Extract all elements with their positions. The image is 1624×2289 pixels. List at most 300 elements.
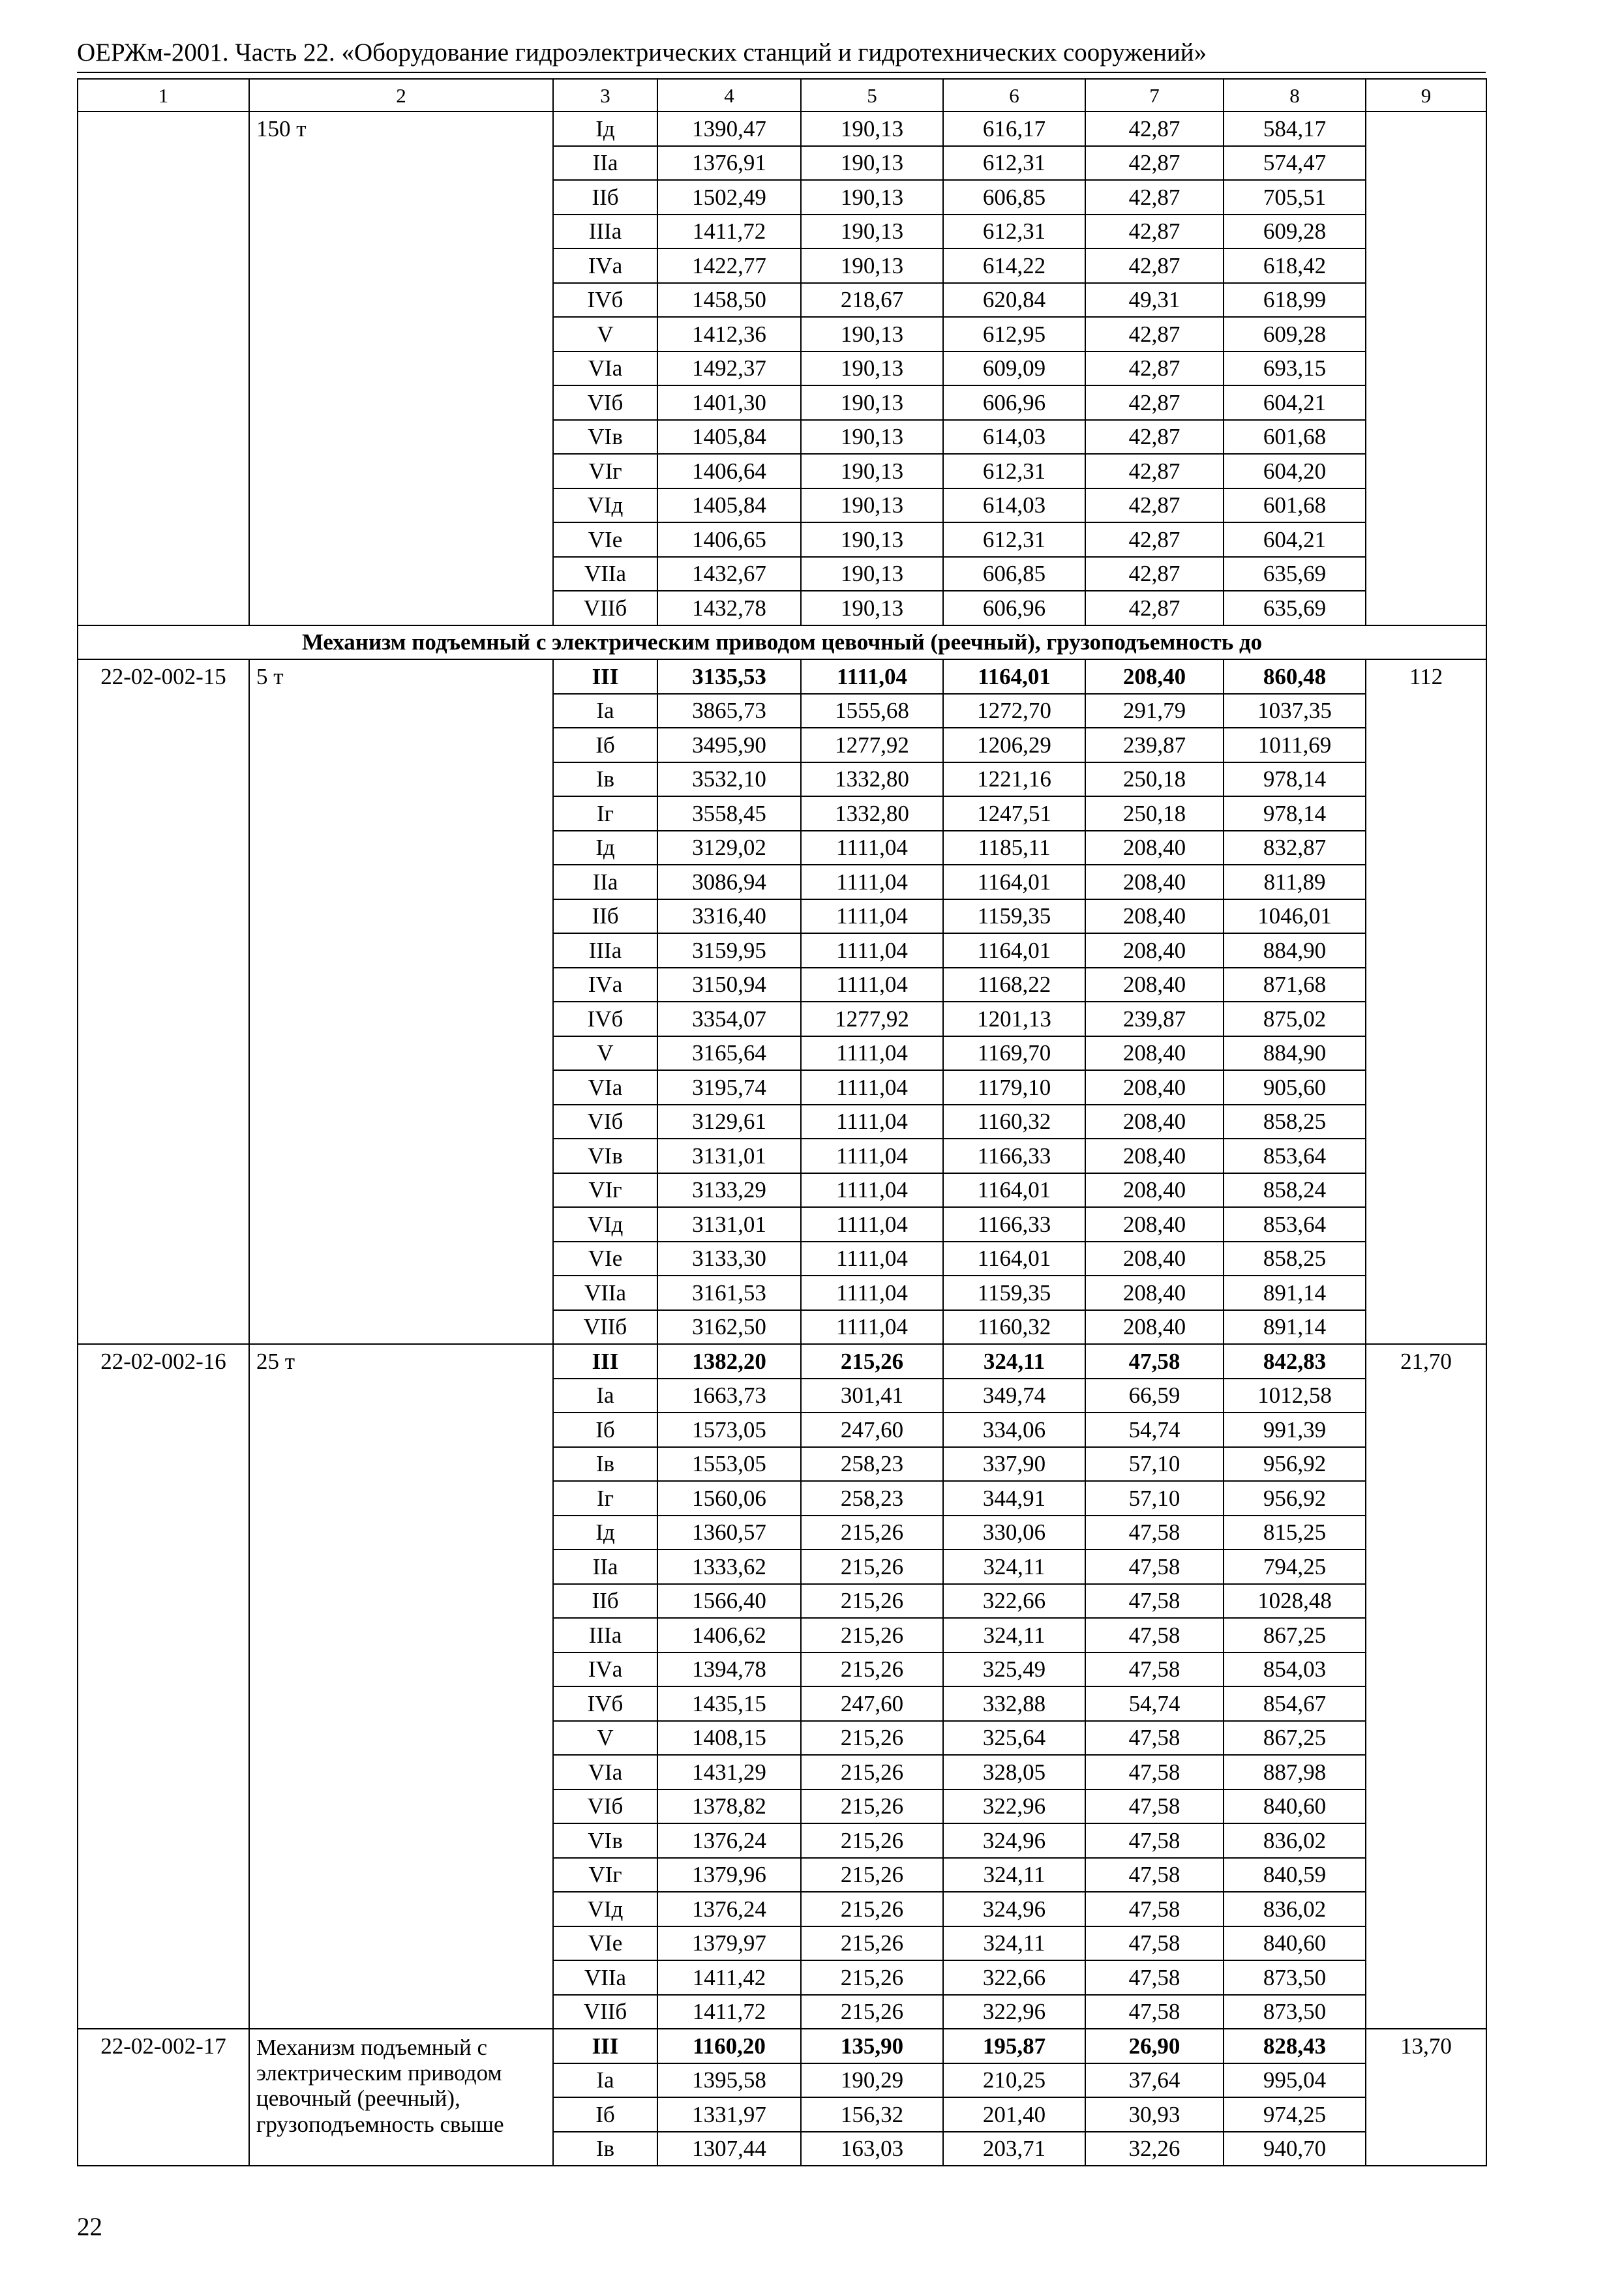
materials-cost-cell: 853,64 [1224, 1207, 1366, 1242]
column-number: 1 [78, 79, 249, 112]
labor-cost-cell: 1277,92 [801, 1002, 943, 1036]
machine-cost-cell: 203,71 [943, 2132, 1085, 2166]
labor-cost-cell: 215,26 [801, 1755, 943, 1789]
materials-cost-cell: 604,21 [1224, 385, 1366, 420]
direct-cost-cell: 1395,58 [657, 2063, 801, 2098]
machine-cost-cell: 1164,01 [943, 933, 1085, 968]
direct-cost-cell: 3129,61 [657, 1105, 801, 1139]
materials-cost-cell: 1011,69 [1224, 728, 1366, 762]
zone-cell: VIг [553, 1173, 657, 1208]
labor-cost-cell: 215,26 [801, 1960, 943, 1995]
materials-cost-cell: 905,60 [1224, 1070, 1366, 1105]
labor-cost-cell: 1332,80 [801, 762, 943, 797]
labor-cost-cell: 247,60 [801, 1686, 943, 1721]
zone-cell: IIа [553, 865, 657, 899]
direct-cost-cell: 3086,94 [657, 865, 801, 899]
labor-cost-cell: 190,13 [801, 522, 943, 557]
labor-cost-cell: 1111,04 [801, 831, 943, 865]
operator-wage-cell: 208,40 [1085, 865, 1224, 899]
direct-cost-cell: 3135,53 [657, 659, 801, 694]
labor-cost-cell: 218,67 [801, 283, 943, 318]
direct-cost-cell: 1411,72 [657, 215, 801, 249]
zone-cell: IIIа [553, 933, 657, 968]
direct-cost-cell: 3316,40 [657, 899, 801, 934]
machine-cost-cell: 1179,10 [943, 1070, 1085, 1105]
machine-cost-cell: 324,96 [943, 1823, 1085, 1858]
labor-cost-cell: 190,13 [801, 215, 943, 249]
operator-wage-cell: 42,87 [1085, 146, 1224, 181]
operator-wage-cell: 30,93 [1085, 2097, 1224, 2132]
zone-cell: IIб [553, 180, 657, 215]
materials-cost-cell: 887,98 [1224, 1755, 1366, 1789]
labor-cost-cell: 190,13 [801, 180, 943, 215]
materials-cost-cell: 978,14 [1224, 762, 1366, 797]
rate-name: 150 т [249, 112, 553, 625]
direct-cost-cell: 1435,15 [657, 1686, 801, 1721]
direct-cost-cell: 1360,57 [657, 1516, 801, 1550]
zone-cell: IVа [553, 248, 657, 283]
direct-cost-cell: 3532,10 [657, 762, 801, 797]
zone-cell: Iа [553, 694, 657, 728]
machine-cost-cell: 612,31 [943, 215, 1085, 249]
labor-cost-cell: 215,26 [801, 1892, 943, 1926]
direct-cost-cell: 1406,65 [657, 522, 801, 557]
machine-cost-cell: 612,95 [943, 317, 1085, 352]
materials-cost-cell: 1012,58 [1224, 1379, 1366, 1413]
labor-cost-cell: 190,13 [801, 454, 943, 488]
operator-wage-cell: 42,87 [1085, 557, 1224, 591]
labor-cost-cell: 215,26 [801, 1549, 943, 1584]
materials-cost-cell: 840,60 [1224, 1789, 1366, 1824]
materials-cost-cell: 854,67 [1224, 1686, 1366, 1721]
operator-wage-cell: 54,74 [1085, 1686, 1224, 1721]
direct-cost-cell: 3150,94 [657, 968, 801, 1002]
labor-cost-cell: 1277,92 [801, 728, 943, 762]
operator-wage-cell: 47,58 [1085, 1823, 1224, 1858]
machine-cost-cell: 614,22 [943, 248, 1085, 283]
machine-cost-cell: 612,31 [943, 146, 1085, 181]
labor-cost-cell: 215,26 [801, 1858, 943, 1893]
direct-cost-cell: 1422,77 [657, 248, 801, 283]
column-number: 8 [1224, 79, 1366, 112]
labor-cost-cell: 190,13 [801, 420, 943, 455]
zone-cell: Iд [553, 831, 657, 865]
operator-wage-cell: 208,40 [1085, 1070, 1224, 1105]
machine-cost-cell: 606,85 [943, 180, 1085, 215]
materials-cost-cell: 836,02 [1224, 1823, 1366, 1858]
direct-cost-cell: 1331,97 [657, 2097, 801, 2132]
machine-cost-cell: 606,85 [943, 557, 1085, 591]
page-number: 22 [77, 2213, 102, 2241]
equipment-mass-cell: 21,70 [1366, 1344, 1486, 2029]
materials-cost-cell: 854,03 [1224, 1653, 1366, 1687]
operator-wage-cell: 42,87 [1085, 420, 1224, 455]
operator-wage-cell: 47,58 [1085, 1755, 1224, 1789]
zone-cell: IIб [553, 899, 657, 934]
operator-wage-cell: 208,40 [1085, 899, 1224, 934]
operator-wage-cell: 47,58 [1085, 1618, 1224, 1653]
operator-wage-cell: 47,58 [1085, 1584, 1224, 1619]
materials-cost-cell: 836,02 [1224, 1892, 1366, 1926]
operator-wage-cell: 208,40 [1085, 659, 1224, 694]
operator-wage-cell: 208,40 [1085, 1207, 1224, 1242]
zone-cell: VIв [553, 1139, 657, 1173]
labor-cost-cell: 1555,68 [801, 694, 943, 728]
operator-wage-cell: 57,10 [1085, 1447, 1224, 1482]
direct-cost-cell: 1307,44 [657, 2132, 801, 2166]
operator-wage-cell: 42,87 [1085, 112, 1224, 146]
materials-cost-cell: 705,51 [1224, 180, 1366, 215]
operator-wage-cell: 208,40 [1085, 933, 1224, 968]
zone-cell: VIIа [553, 1276, 657, 1310]
materials-cost-cell: 867,25 [1224, 1721, 1366, 1756]
materials-cost-cell: 609,28 [1224, 215, 1366, 249]
zone-cell: IVб [553, 1686, 657, 1721]
zone-cell: VIа [553, 352, 657, 386]
materials-cost-cell: 978,14 [1224, 796, 1366, 831]
labor-cost-cell: 190,29 [801, 2063, 943, 2098]
machine-cost-cell: 195,87 [943, 2029, 1085, 2063]
machine-cost-cell: 322,66 [943, 1584, 1085, 1619]
machine-cost-cell: 1272,70 [943, 694, 1085, 728]
zone-cell: Iб [553, 2097, 657, 2132]
labor-cost-cell: 215,26 [801, 1789, 943, 1824]
materials-cost-cell: 618,99 [1224, 283, 1366, 318]
materials-cost-cell: 858,24 [1224, 1173, 1366, 1208]
zone-cell: V [553, 1036, 657, 1071]
materials-cost-cell: 618,42 [1224, 248, 1366, 283]
operator-wage-cell: 208,40 [1085, 1242, 1224, 1276]
materials-cost-cell: 574,47 [1224, 146, 1366, 181]
zone-cell: Iв [553, 762, 657, 797]
rate-name: 5 т [249, 659, 553, 1344]
materials-cost-cell: 604,20 [1224, 454, 1366, 488]
operator-wage-cell: 49,31 [1085, 283, 1224, 318]
direct-cost-cell: 3133,30 [657, 1242, 801, 1276]
zone-cell: IVа [553, 1653, 657, 1687]
materials-cost-cell: 956,92 [1224, 1481, 1366, 1516]
machine-cost-cell: 1159,35 [943, 899, 1085, 934]
materials-cost-cell: 884,90 [1224, 933, 1366, 968]
column-number: 4 [657, 79, 801, 112]
labor-cost-cell: 156,32 [801, 2097, 943, 2132]
direct-cost-cell: 3165,64 [657, 1036, 801, 1071]
labor-cost-cell: 1111,04 [801, 1276, 943, 1310]
machine-cost-cell: 616,17 [943, 112, 1085, 146]
labor-cost-cell: 215,26 [801, 1584, 943, 1619]
zone-cell: III [553, 659, 657, 694]
column-number: 7 [1085, 79, 1224, 112]
labor-cost-cell: 1111,04 [801, 899, 943, 934]
machine-cost-cell: 324,11 [943, 1858, 1085, 1893]
operator-wage-cell: 42,87 [1085, 454, 1224, 488]
operator-wage-cell: 47,58 [1085, 1858, 1224, 1893]
direct-cost-cell: 1405,84 [657, 420, 801, 455]
zone-cell: VIв [553, 1823, 657, 1858]
table-row [78, 659, 1486, 694]
operator-wage-cell: 42,87 [1085, 591, 1224, 625]
operator-wage-cell: 42,87 [1085, 248, 1224, 283]
rate-name: Механизм подъемный с электрическим приводом цевочный (реечный), грузоподъемность свыше [249, 2029, 553, 2166]
labor-cost-cell: 190,13 [801, 248, 943, 283]
operator-wage-cell: 26,90 [1085, 2029, 1224, 2063]
direct-cost-cell: 1663,73 [657, 1379, 801, 1413]
zone-cell: VIе [553, 1926, 657, 1961]
operator-wage-cell: 47,58 [1085, 1789, 1224, 1824]
machine-cost-cell: 1164,01 [943, 865, 1085, 899]
materials-cost-cell: 940,70 [1224, 2132, 1366, 2166]
operator-wage-cell: 42,87 [1085, 488, 1224, 523]
operator-wage-cell: 32,26 [1085, 2132, 1224, 2166]
machine-cost-cell: 1185,11 [943, 831, 1085, 865]
zone-cell: VIд [553, 1207, 657, 1242]
labor-cost-cell: 215,26 [801, 1653, 943, 1687]
machine-cost-cell: 324,11 [943, 1926, 1085, 1961]
labor-cost-cell: 258,23 [801, 1481, 943, 1516]
zone-cell: IVа [553, 968, 657, 1002]
machine-cost-cell: 1206,29 [943, 728, 1085, 762]
machine-cost-cell: 332,88 [943, 1686, 1085, 1721]
direct-cost-cell: 1376,24 [657, 1892, 801, 1926]
machine-cost-cell: 1164,01 [943, 1173, 1085, 1208]
operator-wage-cell: 47,58 [1085, 1653, 1224, 1687]
zone-cell: VIIб [553, 1310, 657, 1345]
materials-cost-cell: 891,14 [1224, 1310, 1366, 1345]
zone-cell: VIб [553, 385, 657, 420]
machine-cost-cell: 325,49 [943, 1653, 1085, 1687]
operator-wage-cell: 208,40 [1085, 1173, 1224, 1208]
operator-wage-cell: 42,87 [1085, 317, 1224, 352]
labor-cost-cell: 247,60 [801, 1413, 943, 1447]
labor-cost-cell: 1111,04 [801, 968, 943, 1002]
machine-cost-cell: 344,91 [943, 1481, 1085, 1516]
labor-cost-cell: 215,26 [801, 1344, 943, 1379]
machine-cost-cell: 322,96 [943, 1789, 1085, 1824]
materials-cost-cell: 858,25 [1224, 1242, 1366, 1276]
table-body [78, 79, 1486, 2166]
machine-cost-cell: 614,03 [943, 488, 1085, 523]
direct-cost-cell: 3131,01 [657, 1207, 801, 1242]
direct-cost-cell: 1432,67 [657, 557, 801, 591]
materials-cost-cell: 842,83 [1224, 1344, 1366, 1379]
direct-cost-cell: 1408,15 [657, 1721, 801, 1756]
direct-cost-cell: 1431,29 [657, 1755, 801, 1789]
zone-cell: Iб [553, 1413, 657, 1447]
direct-cost-cell: 1160,20 [657, 2029, 801, 2063]
operator-wage-cell: 47,58 [1085, 1995, 1224, 2029]
machine-cost-cell: 1160,32 [943, 1310, 1085, 1345]
materials-cost-cell: 853,64 [1224, 1139, 1366, 1173]
direct-cost-cell: 3162,50 [657, 1310, 801, 1345]
labor-cost-cell: 135,90 [801, 2029, 943, 2063]
machine-cost-cell: 1166,33 [943, 1139, 1085, 1173]
zone-cell: Iв [553, 1447, 657, 1482]
labor-cost-cell: 1111,04 [801, 659, 943, 694]
direct-cost-cell: 1553,05 [657, 1447, 801, 1482]
operator-wage-cell: 239,87 [1085, 1002, 1224, 1036]
materials-cost-cell: 858,25 [1224, 1105, 1366, 1139]
zone-cell: Iб [553, 728, 657, 762]
materials-cost-cell: 867,25 [1224, 1618, 1366, 1653]
materials-cost-cell: 1046,01 [1224, 899, 1366, 934]
machine-cost-cell: 612,31 [943, 522, 1085, 557]
materials-cost-cell: 875,02 [1224, 1002, 1366, 1036]
table-row [78, 1344, 1486, 1379]
zone-cell: VIIб [553, 591, 657, 625]
materials-cost-cell: 828,43 [1224, 2029, 1366, 2063]
zone-cell: VIб [553, 1789, 657, 1824]
direct-cost-cell: 3131,01 [657, 1139, 801, 1173]
materials-cost-cell: 815,25 [1224, 1516, 1366, 1550]
materials-cost-cell: 974,25 [1224, 2097, 1366, 2132]
zone-cell: VIIа [553, 557, 657, 591]
operator-wage-cell: 47,58 [1085, 1960, 1224, 1995]
operator-wage-cell: 37,64 [1085, 2063, 1224, 2098]
direct-cost-cell: 1458,50 [657, 283, 801, 318]
direct-cost-cell: 3195,74 [657, 1070, 801, 1105]
zone-cell: IIIа [553, 215, 657, 249]
labor-cost-cell: 1111,04 [801, 1207, 943, 1242]
direct-cost-cell: 1411,72 [657, 1995, 801, 2029]
materials-cost-cell: 584,17 [1224, 112, 1366, 146]
machine-cost-cell: 328,05 [943, 1755, 1085, 1789]
direct-cost-cell: 1566,40 [657, 1584, 801, 1619]
labor-cost-cell: 215,26 [801, 1516, 943, 1550]
operator-wage-cell: 42,87 [1085, 180, 1224, 215]
materials-cost-cell: 956,92 [1224, 1447, 1366, 1482]
materials-cost-cell: 991,39 [1224, 1413, 1366, 1447]
machine-cost-cell: 1164,01 [943, 1242, 1085, 1276]
zone-cell: VIе [553, 522, 657, 557]
labor-cost-cell: 215,26 [801, 1995, 943, 2029]
machine-cost-cell: 1247,51 [943, 796, 1085, 831]
machine-cost-cell: 330,06 [943, 1516, 1085, 1550]
column-number: 6 [943, 79, 1085, 112]
machine-cost-cell: 620,84 [943, 283, 1085, 318]
operator-wage-cell: 42,87 [1085, 352, 1224, 386]
direct-cost-cell: 1412,36 [657, 317, 801, 352]
direct-cost-cell: 1560,06 [657, 1481, 801, 1516]
table-row [78, 112, 1486, 146]
machine-cost-cell: 322,66 [943, 1960, 1085, 1995]
machine-cost-cell: 324,11 [943, 1618, 1085, 1653]
equipment-mass-cell: 112 [1366, 659, 1486, 1344]
operator-wage-cell: 47,58 [1085, 1344, 1224, 1379]
labor-cost-cell: 1111,04 [801, 865, 943, 899]
materials-cost-cell: 832,87 [1224, 831, 1366, 865]
labor-cost-cell: 1111,04 [801, 1139, 943, 1173]
zone-cell: IIа [553, 146, 657, 181]
zone-cell: IVб [553, 1002, 657, 1036]
materials-cost-cell: 840,59 [1224, 1858, 1366, 1893]
operator-wage-cell: 208,40 [1085, 831, 1224, 865]
operator-wage-cell: 47,58 [1085, 1549, 1224, 1584]
labor-cost-cell: 190,13 [801, 317, 943, 352]
machine-cost-cell: 210,25 [943, 2063, 1085, 2098]
labor-cost-cell: 163,03 [801, 2132, 943, 2166]
labor-cost-cell: 301,41 [801, 1379, 943, 1413]
zone-cell: IIIа [553, 1618, 657, 1653]
machine-cost-cell: 1166,33 [943, 1207, 1085, 1242]
machine-cost-cell: 337,90 [943, 1447, 1085, 1482]
machine-cost-cell: 1221,16 [943, 762, 1085, 797]
direct-cost-cell: 1379,96 [657, 1858, 801, 1893]
direct-cost-cell: 1376,91 [657, 146, 801, 181]
column-number: 9 [1366, 79, 1486, 112]
column-number: 3 [553, 79, 657, 112]
materials-cost-cell: 601,68 [1224, 488, 1366, 523]
operator-wage-cell: 208,40 [1085, 1139, 1224, 1173]
page-header: ОЕРЖм-2001. Часть 22. «Оборудование гидроэлектрических станций и гидротехнических сооружений» [77, 38, 1207, 67]
zone-cell: VIг [553, 454, 657, 488]
machine-cost-cell: 324,11 [943, 1549, 1085, 1584]
labor-cost-cell: 190,13 [801, 557, 943, 591]
direct-cost-cell: 1502,49 [657, 180, 801, 215]
zone-cell: Iа [553, 2063, 657, 2098]
machine-cost-cell: 325,64 [943, 1721, 1085, 1756]
direct-cost-cell: 1390,47 [657, 112, 801, 146]
operator-wage-cell: 250,18 [1085, 796, 1224, 831]
direct-cost-cell: 1378,82 [657, 1789, 801, 1824]
direct-cost-cell: 3558,45 [657, 796, 801, 831]
labor-cost-cell: 1111,04 [801, 1310, 943, 1345]
direct-cost-cell: 1432,78 [657, 591, 801, 625]
zone-cell: VIа [553, 1755, 657, 1789]
materials-cost-cell: 604,21 [1224, 522, 1366, 557]
operator-wage-cell: 208,40 [1085, 1036, 1224, 1071]
operator-wage-cell: 291,79 [1085, 694, 1224, 728]
zone-cell: VIе [553, 1242, 657, 1276]
direct-cost-cell: 3159,95 [657, 933, 801, 968]
labor-cost-cell: 1111,04 [801, 933, 943, 968]
machine-cost-cell: 612,31 [943, 454, 1085, 488]
machine-cost-cell: 1160,32 [943, 1105, 1085, 1139]
machine-cost-cell: 349,74 [943, 1379, 1085, 1413]
zone-cell: V [553, 317, 657, 352]
machine-cost-cell: 606,96 [943, 385, 1085, 420]
direct-cost-cell: 1394,78 [657, 1653, 801, 1687]
zone-cell: Iв [553, 2132, 657, 2166]
header-divider [77, 72, 1486, 73]
rate-code: 22-02-002-17 [78, 2029, 249, 2166]
direct-cost-cell: 1379,97 [657, 1926, 801, 1961]
labor-cost-cell: 1111,04 [801, 1173, 943, 1208]
machine-cost-cell: 1159,35 [943, 1276, 1085, 1310]
column-number: 2 [249, 79, 553, 112]
zone-cell: VIб [553, 1105, 657, 1139]
labor-cost-cell: 190,13 [801, 352, 943, 386]
zone-cell: Iд [553, 1516, 657, 1550]
labor-cost-cell: 1111,04 [801, 1105, 943, 1139]
operator-wage-cell: 42,87 [1085, 385, 1224, 420]
materials-cost-cell: 794,25 [1224, 1549, 1366, 1584]
materials-cost-cell: 860,48 [1224, 659, 1366, 694]
operator-wage-cell: 208,40 [1085, 1276, 1224, 1310]
section-title-row [78, 625, 1486, 660]
zone-cell: VIIб [553, 1995, 657, 2029]
operator-wage-cell: 47,58 [1085, 1721, 1224, 1756]
zone-cell: VIа [553, 1070, 657, 1105]
direct-cost-cell: 3495,90 [657, 728, 801, 762]
labor-cost-cell: 215,26 [801, 1823, 943, 1858]
operator-wage-cell: 208,40 [1085, 968, 1224, 1002]
materials-cost-cell: 635,69 [1224, 591, 1366, 625]
zone-cell: IVб [553, 283, 657, 318]
direct-cost-cell: 1406,62 [657, 1618, 801, 1653]
column-number-row [78, 79, 1486, 112]
materials-cost-cell: 609,28 [1224, 317, 1366, 352]
materials-cost-cell: 635,69 [1224, 557, 1366, 591]
